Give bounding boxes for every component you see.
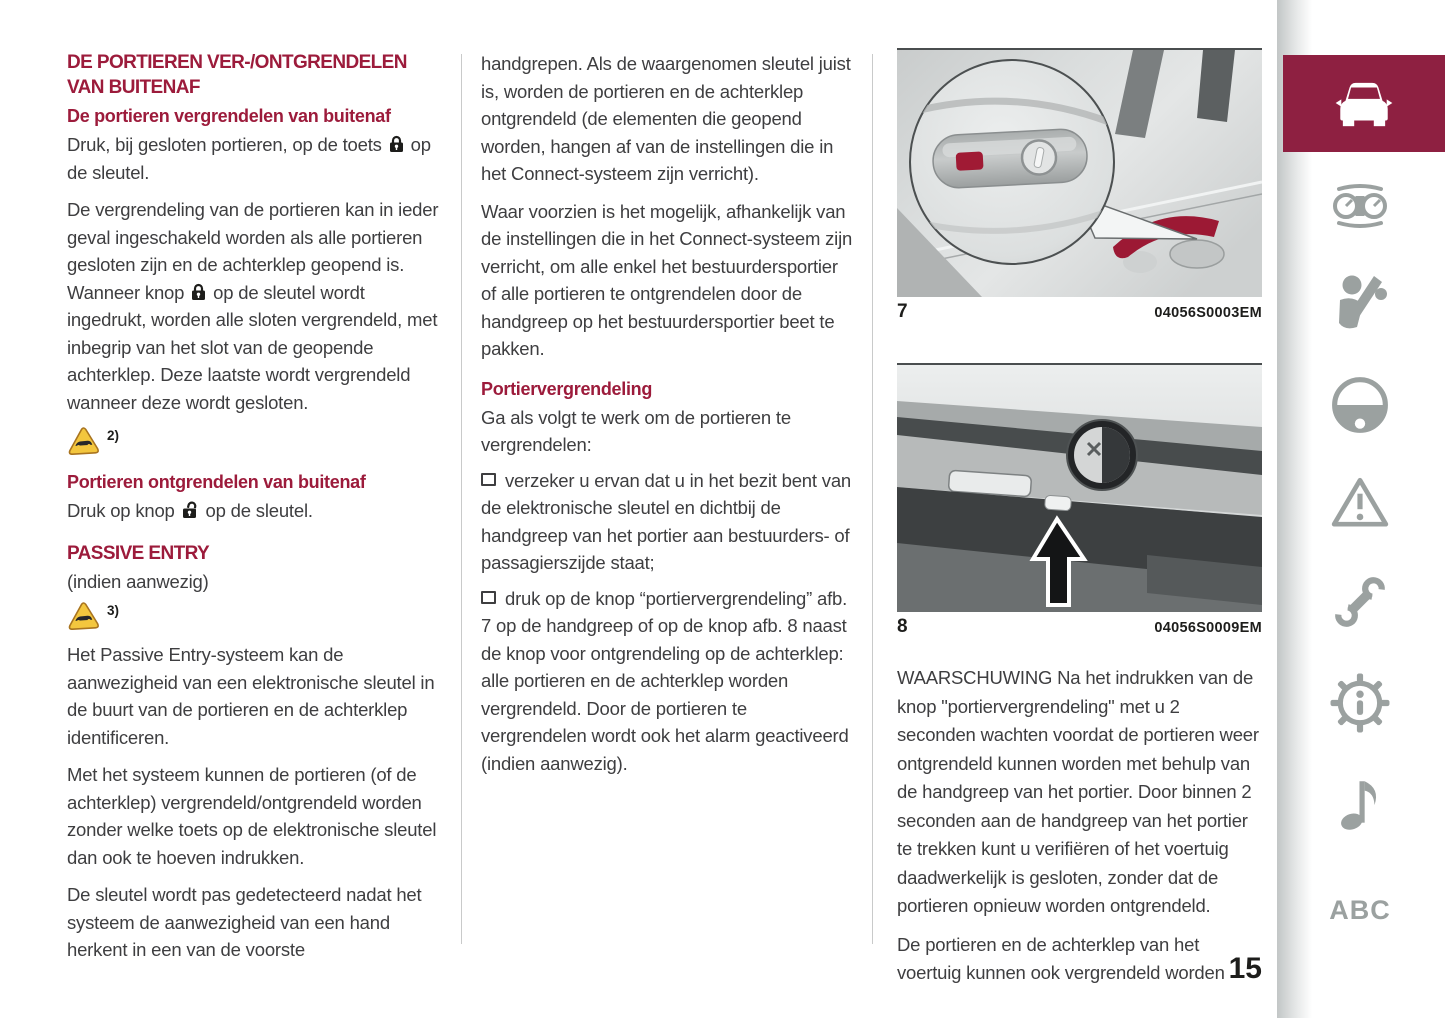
car-warning-triangle-icon (67, 601, 100, 631)
sidebar-tab-index[interactable] (1328, 878, 1392, 942)
sidebar-tab-service-maintenance[interactable] (1328, 570, 1392, 634)
middle-column (481, 50, 853, 787)
square-bullet-icon (481, 473, 496, 486)
paragraph: handgrepen. Als de waargenomen sleutel juist is, worden de portieren en de achterklep ontgrendeld (de elementen die geopend worden, hangen af van de instellingen die in het Connect-systeem zijn verricht). (481, 53, 851, 184)
sidebar-tab-starting-driving[interactable] (1328, 373, 1392, 437)
figure-7-photo (897, 48, 1262, 297)
paragraph: Druk, bij gesloten portieren, op de toets op de sleutel. (67, 134, 431, 183)
column-divider (461, 54, 462, 944)
paragraph: Met het systeem kunnen de portieren (of de achterklep) vergrendeld/ontgrendeld worden zonder welke toets op de elektronische sleutel dan ook te hoeven indrukken. (67, 764, 437, 868)
figure-8-caption (897, 616, 1262, 640)
lock-open-icon (182, 501, 199, 519)
figure-code: 04056S0003EM (1154, 305, 1262, 321)
sidebar-tab-emergency[interactable] (1328, 471, 1392, 535)
paragraph: De sleutel wordt pas gedetecteerd nadat het systeem de aanwezigheid van een hand herkent in een van de voorste (67, 884, 422, 960)
music-note-icon (1337, 774, 1383, 832)
note-reference: 3) (107, 603, 120, 618)
sidebar-tab-safety[interactable] (1328, 270, 1392, 334)
abc-text-icon: ABC (1329, 894, 1391, 925)
car-warning-triangle-icon (67, 426, 100, 456)
lock-closed-icon (389, 135, 404, 153)
sidebar-tab-vehicle[interactable] (1283, 55, 1445, 152)
paragraph: De vergrendeling van de portieren kan in ieder geval ingeschakeld worden als alle portieren gesloten zijn en de achterklep geopend is. Wanneer knop op de sleutel wordt ingedrukt, worden alle sloten vergrendeld, met inbegrip van het slot van de geopende achterklep. Deze laatste wordt vergrendeld wanneer deze wordt gesloten. (67, 199, 439, 413)
figure-number: 8 (897, 616, 908, 637)
paragraph: Ga als volgt te werk om de portieren te vergrendelen: (481, 406, 791, 455)
sidebar-tab-instrument-panel[interactable] (1328, 174, 1392, 238)
right-column (897, 48, 1262, 998)
car-front-icon (1331, 77, 1397, 131)
steering-wheel-icon (1330, 375, 1390, 435)
warning-note-2 (67, 426, 439, 456)
column-divider (872, 54, 873, 944)
warning-triangle-icon (1330, 476, 1390, 530)
paragraph: Druk op knop op de sleutel. (67, 500, 313, 521)
warning-note-3 (67, 601, 439, 631)
subsection-unlock-outside: Portieren ontgrendelen van buitenaf (67, 472, 366, 492)
subsection-door-locking: Portiervergrendeling (481, 378, 653, 399)
note-reference: 2) (107, 428, 120, 443)
figure-code: 04056S0009EM (1154, 620, 1262, 636)
page-edge-shadow (1277, 0, 1312, 1018)
sidebar-tab-multimedia[interactable] (1328, 771, 1392, 835)
airbag-icon (1331, 272, 1389, 332)
lock-closed-icon (191, 283, 206, 301)
page-number: 15 (1228, 952, 1262, 985)
left-column (67, 50, 439, 974)
subsection-lock-outside: De portieren vergrendelen van buitenaf (67, 106, 391, 126)
figure-number: 7 (897, 301, 908, 322)
paragraph: (indien aanwezig) (67, 570, 209, 592)
wrench-icon (1331, 573, 1389, 631)
figure-8-photo (897, 363, 1262, 612)
gear-info-icon (1330, 673, 1390, 733)
warning-paragraph: WAARSCHUWING Na het indrukken van de knop "portiervergrendeling" met u 2 seconden wachten voordat de portieren weer ontgrendeld kunnen worden met behulp van de handgreep van het portier. Door binnen 2 seconden aan de handgreep van het portier te trekken kunt u verifiëren of het voertuig daadwerkelijk is gesloten, zonder dat de portieren opnieuw worden ontgrendeld. (897, 667, 1259, 916)
paragraph: Het Passive Entry-systeem kan de aanwezigheid van een elektronische sleutel in de buurt van de portieren en de achterklep identificeren. (67, 644, 435, 748)
figure-7-caption (897, 301, 1262, 325)
figure-7-door-handle (897, 48, 1262, 325)
figure-8-tailgate (897, 363, 1262, 640)
section-title-passive-entry: PASSIVE ENTRY (67, 542, 210, 564)
paragraph: Waar voorzien is het mogelijk, afhankelijk van de instellingen die in het Connect-systeem zijn verricht, om alle enkel het bestuurdersportier of alle portieren te ontgrendelen door de handgreep op het bestuurdersportier beet te pakken. (481, 200, 853, 359)
dashboard-gauges-icon (1328, 180, 1392, 232)
bullet-item: druk op de knop “portiervergrendeling” afb. 7 op de handgreep of op de knop afb. 8 naast de knop voor ontgrendeling op de achterklep: alle portieren en de achterklep worden vergrendeld. Door de portieren te vergrendelen wordt ook het alarm geactiveerd (indien aanwezig). (481, 587, 849, 774)
paragraph: De portieren en de achterklep van het voertuig kunnen ook vergrendeld worden (897, 933, 1225, 983)
square-bullet-icon (481, 591, 496, 604)
sidebar-tab-technical-data[interactable] (1328, 671, 1392, 735)
section-title-lock-unlock: DE PORTIEREN VER-/ONTGRENDELEN VAN BUITENAF (67, 52, 407, 98)
bullet-item: verzeker u ervan dat u in het bezit bent van de elektronische sleutel en dichtbij de handgreep van het portier aan bestuurders- of passagierszijde staat; (481, 469, 851, 573)
